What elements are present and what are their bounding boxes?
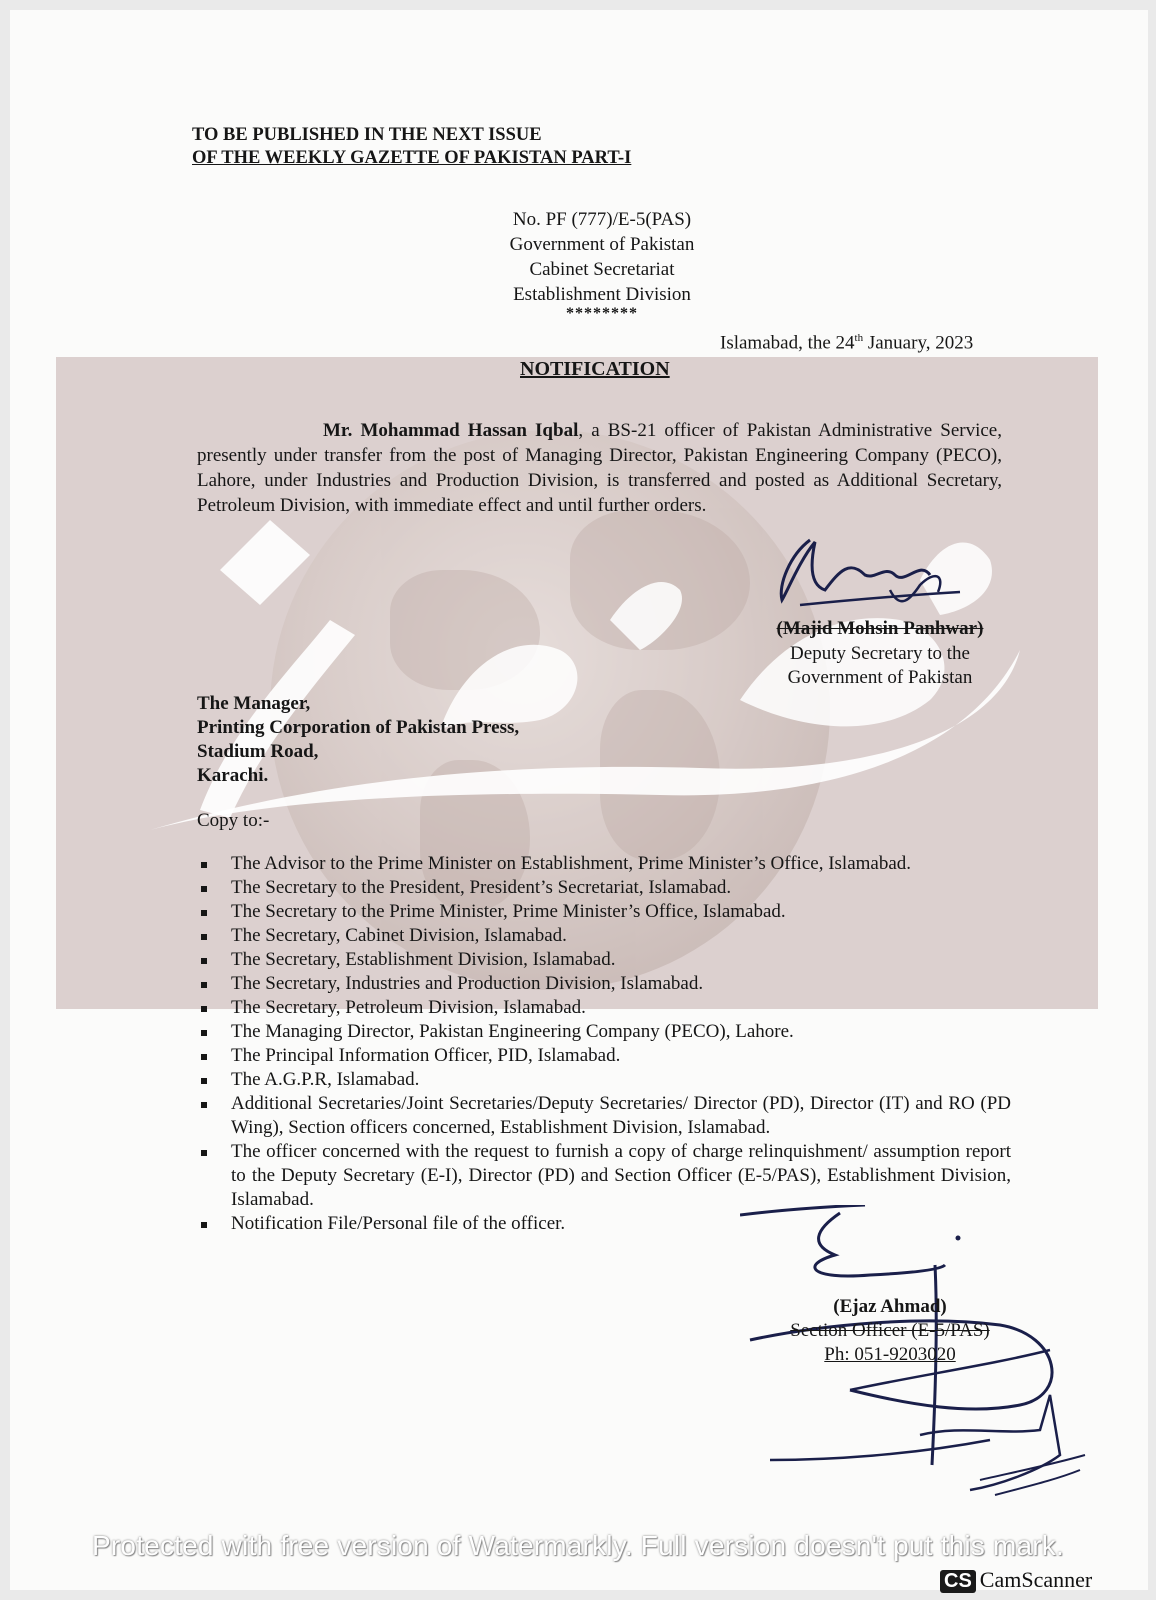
- government-name: Government of Pakistan: [509, 234, 695, 255]
- notification-title: NOTIFICATION: [520, 358, 670, 380]
- gazette-header-line1: TO BE PUBLISHED IN THE NEXT ISSUE: [192, 125, 542, 145]
- secretariat-name: Cabinet Secretariat: [529, 259, 675, 280]
- list-item: The Advisor to the Prime Minister on Establishment, Prime Minister’s Office, Islamabad.: [196, 852, 1011, 876]
- star-separator: ********: [566, 305, 638, 322]
- list-item: Additional Secretaries/Joint Secretaries/Deputy Secretaries/ Director (PD), Director (IT) and RO (PD Wing), Section officers concerned, Establishment Division, Islamabad.: [196, 1092, 1011, 1140]
- signature-ejaz-ahmad: [740, 1205, 1100, 1535]
- list-item: The A.G.P.R, Islamabad.: [196, 1068, 1011, 1092]
- signatory1-designation1: Deputy Secretary to the: [790, 643, 970, 664]
- signatory2-name: (Ejaz Ahmad): [833, 1296, 947, 1317]
- camscanner-mark: [940, 1567, 1092, 1593]
- addressee-line2: Printing Corporation of Pakistan Press,: [197, 717, 520, 738]
- division-name: Establishment Division: [513, 284, 691, 305]
- signatory1-name: (Majid Mohsin Panhwar): [776, 618, 984, 639]
- list-item: The officer concerned with the request to furnish a copy of charge relinquishment/ assumption report to the Deputy Secretary (E-I), Director (PD) and Section Officer (E-5/PAS), Establishment Division, Islamabad.: [196, 1140, 1011, 1212]
- camscanner-label: CamScanner: [979, 1567, 1093, 1592]
- camscanner-logo-icon: CS: [940, 1570, 976, 1593]
- signatory1-designation2: Government of Pakistan: [787, 667, 973, 688]
- copy-to-list: [196, 852, 1011, 1236]
- addressee-line3: Stadium Road,: [197, 741, 319, 762]
- watermarkly-watermark-text: Protected with free version of Watermarkly. Full version doesn't put this mark.: [92, 1530, 1064, 1561]
- list-item: Notification File/Personal file of the officer.: [196, 1212, 1011, 1236]
- addressee-line4: Karachi.: [197, 765, 269, 786]
- reference-number: No. PF (777)/E-5(PAS): [512, 209, 692, 230]
- list-item: The Managing Director, Pakistan Engineering Company (PECO), Lahore.: [196, 1020, 1011, 1044]
- notification-body: Mr. Mohammad Hassan Iqbal, a BS-21 officer of Pakistan Administrative Service, presently under transfer from the post of Managing Director, Pakistan Engineering Company (PECO), Lahore, under Industries and Production Division, is transferred and posted as Additional Secretary, Petroleum Division, with immediate effect and until further orders.: [197, 420, 1002, 516]
- list-item: The Secretary, Industries and Production Division, Islamabad.: [196, 972, 1011, 996]
- list-item: The Secretary to the President, President’s Secretariat, Islamabad.: [196, 876, 1011, 900]
- list-item: The Secretary to the Prime Minister, Prime Minister’s Office, Islamabad.: [196, 900, 1011, 924]
- signatory2-designation: Section Officer (E-5/PAS): [790, 1320, 990, 1341]
- list-item: The Principal Information Officer, PID, Islamabad.: [196, 1044, 1011, 1068]
- signatory2-phone: Ph: 051-9203020: [824, 1344, 956, 1365]
- signature-majid-mohsin-panhwar: [770, 530, 970, 620]
- copy-to-label: Copy to:-: [197, 810, 270, 831]
- list-item: The Secretary, Petroleum Division, Islamabad.: [196, 996, 1011, 1020]
- list-item: The Secretary, Establishment Division, Islamabad.: [196, 948, 1011, 972]
- gazette-header-line2: OF THE WEEKLY GAZETTE OF PAKISTAN PART-I: [192, 148, 632, 168]
- notification-date: Islamabad, the 24th January, 2023: [720, 332, 974, 354]
- addressee-line1: The Manager,: [197, 693, 311, 714]
- list-item: The Secretary, Cabinet Division, Islamabad.: [196, 924, 1011, 948]
